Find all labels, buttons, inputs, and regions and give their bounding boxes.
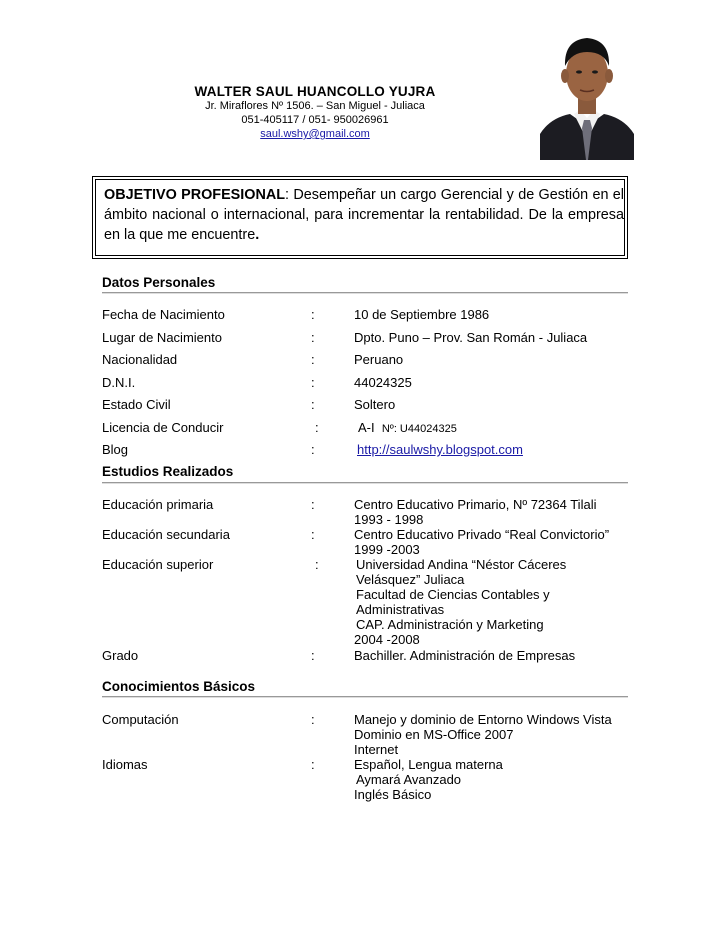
profile-photo — [540, 22, 634, 160]
value-dni: 44024325 — [354, 375, 412, 390]
section-divider — [102, 482, 628, 484]
colon: : — [311, 330, 315, 345]
value-secondary-years: 1999 -2003 — [354, 542, 420, 557]
value-faculty: Facultad de Ciencias Contables y — [356, 587, 550, 602]
value-driver-license: A-I Nº: U44024325 — [358, 420, 457, 435]
value-birth-place: Dpto. Puno – Prov. San Román - Juliaca — [354, 330, 588, 345]
objective-text: OBJETIVO PROFESIONAL: Desempeñar un cargo Gerencial y de Gestión en el ámbito nacional o internacional, para incrementar la rentabilidad. De la empresa en la que me encuentre. — [104, 187, 624, 243]
label-nationality: Nacionalidad — [102, 352, 178, 367]
colon: : — [311, 757, 315, 772]
label-languages: Idiomas — [102, 757, 148, 772]
value-marital-status: Soltero — [354, 397, 396, 412]
value-computing-1: Manejo y dominio de Entorno Windows Vista — [354, 712, 612, 727]
label-degree: Grado — [102, 648, 139, 663]
license-number: Nº: U44024325 — [381, 423, 457, 435]
section-divider — [102, 696, 628, 698]
value-nationality: Peruano — [354, 352, 404, 367]
label-marital-status: Estado Civil — [102, 397, 171, 412]
label-secondary-education: Educación secundaria — [102, 527, 230, 542]
value-faculty-cont: Administrativas — [356, 602, 445, 617]
value-university-cont: Velásquez” Juliaca — [356, 572, 465, 587]
label-birth-place: Lugar de Nacimiento — [102, 330, 222, 345]
value-primary-years: 1993 - 1998 — [354, 512, 424, 527]
value-secondary-school: Centro Educativo Privado “Real Convictorio” — [354, 527, 610, 542]
colon: : — [311, 442, 315, 457]
label-dni: D.N.I. — [102, 375, 136, 390]
colon: : — [311, 712, 315, 727]
value-computing-2: Dominio en MS-Office 2007 — [354, 727, 514, 742]
value-major: CAP. Administración y Marketing — [356, 617, 544, 632]
value-language-2: Aymará Avanzado — [356, 772, 462, 787]
section-divider — [102, 292, 628, 294]
section-title-studies: Estudios Realizados — [102, 464, 234, 479]
objective-label: OBJETIVO PROFESIONAL — [104, 187, 286, 203]
label-primary-education: Educación primaria — [102, 497, 214, 512]
section-title-skills: Conocimientos Básicos — [102, 679, 256, 694]
label-driver-license: Licencia de Conducir — [102, 420, 224, 435]
colon: : — [315, 420, 319, 435]
colon: : — [311, 375, 315, 390]
colon: : — [311, 307, 315, 322]
section-title-personal: Datos Personales — [102, 275, 216, 290]
value-computing-3: Internet — [354, 742, 399, 757]
value-higher-years: 2004 -2008 — [354, 632, 420, 647]
label-higher-education: Educación superior — [102, 557, 214, 572]
colon: : — [311, 397, 315, 412]
blog-link[interactable]: http://saulwshy.blogspot.com — [357, 442, 523, 457]
value-birth-date: 10 de Septiembre 1986 — [354, 307, 490, 322]
label-computing: Computación — [102, 712, 179, 727]
label-blog: Blog — [102, 442, 129, 457]
colon: : — [311, 497, 315, 512]
value-language-1: Español, Lengua materna — [354, 757, 503, 772]
candidate-name: WALTER SAUL HUANCOLLO YUJRA — [194, 84, 436, 99]
value-language-3: Inglés Básico — [354, 787, 432, 802]
value-degree: Bachiller. Administración de Empresas — [354, 648, 576, 663]
value-university: Universidad Andina “Néstor Cáceres — [356, 557, 567, 572]
colon: : — [311, 527, 315, 542]
phone-numbers: 051-405117 / 051- 950026961 — [241, 114, 389, 126]
email-link[interactable]: saul.wshy@gmail.com — [260, 128, 370, 140]
colon: : — [315, 557, 319, 572]
value-primary-school: Centro Educativo Primario, Nº 72364 Tilali — [354, 497, 597, 512]
colon: : — [311, 352, 315, 367]
colon: : — [311, 648, 315, 663]
label-birth-date: Fecha de Nacimiento — [102, 307, 225, 322]
address: Jr. Miraflores Nº 1506. – San Miguel - Juliaca — [205, 100, 425, 112]
